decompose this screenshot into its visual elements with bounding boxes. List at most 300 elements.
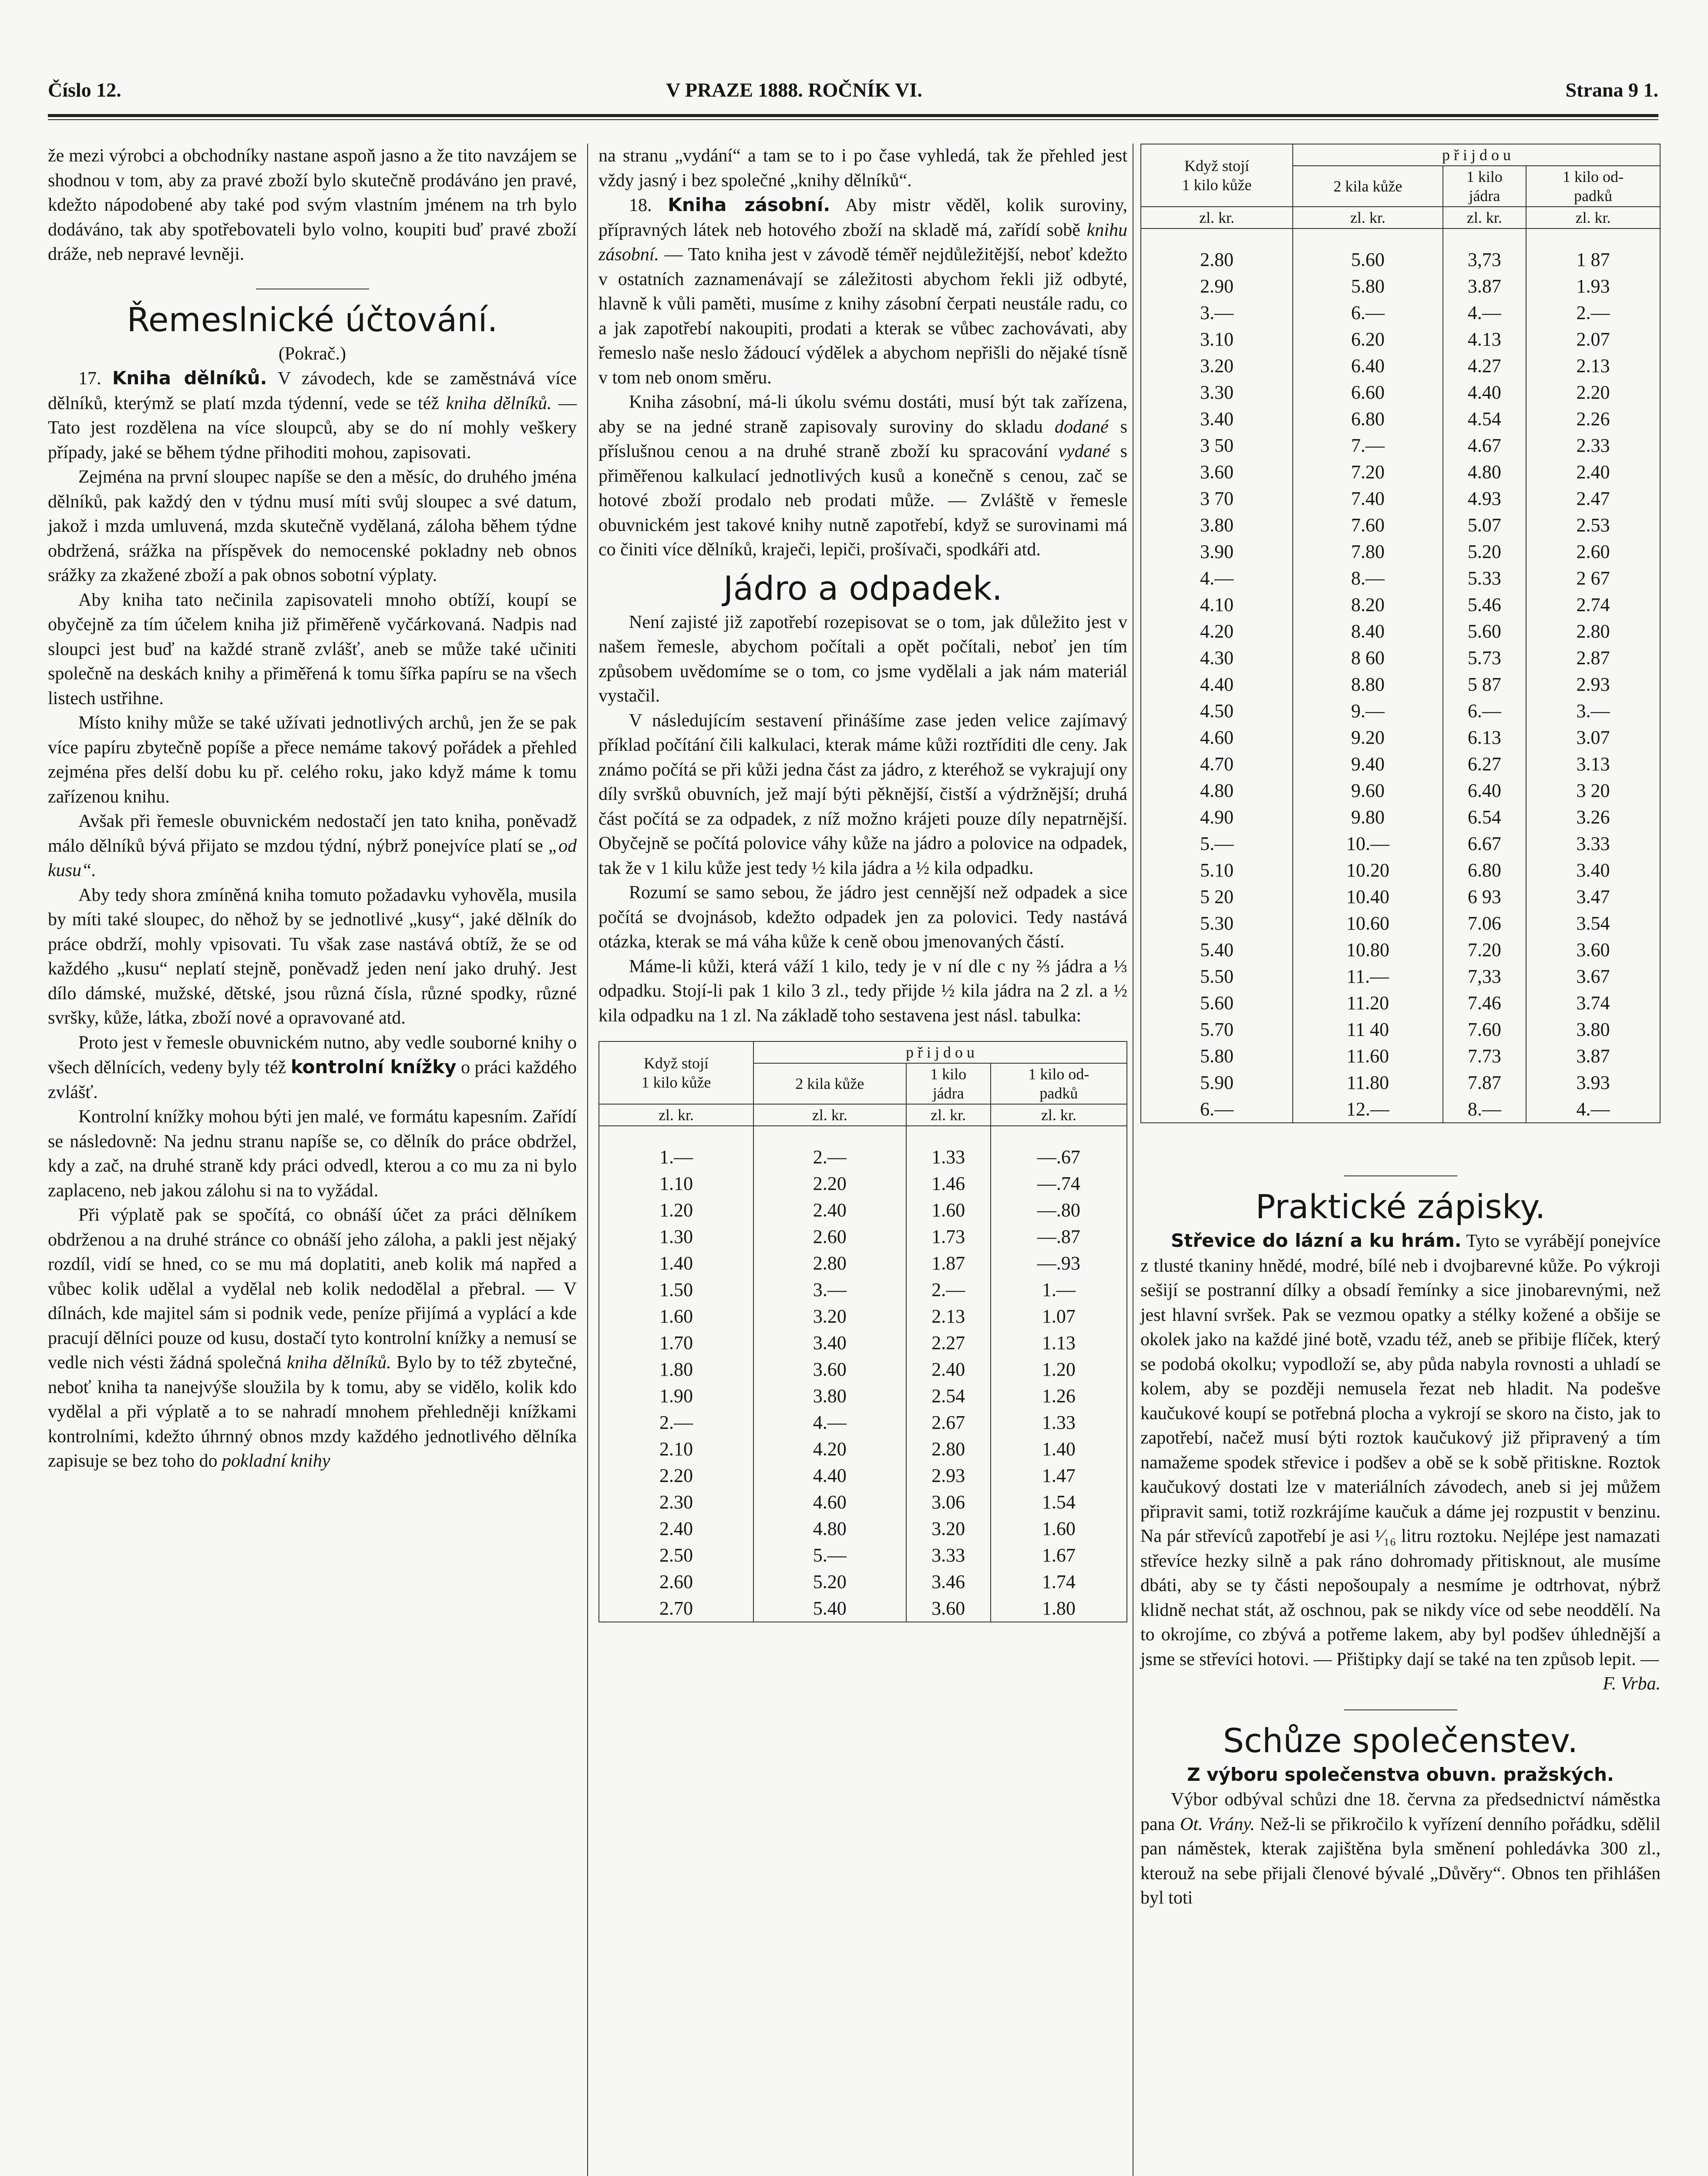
paragraph [48, 1031, 577, 1105]
table-cell: 1.60 [906, 1197, 991, 1223]
table-cell: 7.60 [1293, 512, 1443, 538]
table-row [599, 1330, 1127, 1356]
table-cell: 3.87 [1526, 1043, 1660, 1069]
table-cell: 5.50 [1141, 963, 1293, 990]
table-cell: 3.— [1526, 698, 1660, 724]
table-row [1141, 353, 1660, 379]
column-2 [598, 144, 1127, 1622]
table-cell: 5.07 [1443, 512, 1526, 538]
table-cell: 6.54 [1443, 804, 1526, 830]
table-unit: zl. kr. [991, 1104, 1127, 1126]
paragraph [598, 193, 1127, 390]
table-unit: zl. kr. [1141, 207, 1293, 228]
table-cell: 2.80 [906, 1436, 991, 1462]
table-cell: 3.54 [1526, 910, 1660, 937]
table-row [1141, 804, 1660, 830]
table-cell: 7.— [1293, 432, 1443, 459]
table-cell: 7.60 [1443, 1016, 1526, 1043]
table-cell: 7.20 [1443, 937, 1526, 963]
price-table-2 [1140, 144, 1661, 1123]
table-cell: 2.20 [599, 1462, 753, 1489]
table-cell: 1.13 [991, 1330, 1127, 1356]
table-row [1141, 299, 1660, 326]
table-header: 2 kila kůže [1293, 166, 1443, 207]
table-row [1141, 459, 1660, 485]
table-cell: 6.— [1293, 299, 1443, 326]
table-row [1141, 379, 1660, 406]
header-rule-thin [48, 119, 1658, 120]
table-cell: 2.67 [906, 1409, 991, 1436]
table-row [1141, 830, 1660, 857]
table-cell: 3.10 [1141, 326, 1293, 353]
table-row [1141, 326, 1660, 353]
table-cell: 3.46 [906, 1568, 991, 1595]
emphasis: pokladní knihy [222, 1451, 330, 1471]
table-cell: 3.60 [753, 1356, 906, 1383]
table-cell: 2.40 [906, 1356, 991, 1383]
table-cell: 3.67 [1526, 963, 1660, 990]
table-cell: 6 93 [1443, 883, 1526, 910]
table-row [599, 1170, 1127, 1197]
section-divider [1344, 1175, 1457, 1176]
table-cell: 3,73 [1443, 246, 1526, 273]
table-cell: 9.40 [1293, 751, 1443, 777]
table-cell: 4.— [1443, 299, 1526, 326]
table-cell: 6.80 [1293, 406, 1443, 432]
paragraph [48, 366, 577, 465]
table-cell: 3.20 [753, 1303, 906, 1330]
table-cell: 2.50 [599, 1542, 753, 1568]
section-subheading: Z výboru společenstva obuvn. pražských. [1187, 1763, 1614, 1785]
table-header: 1 kilo od- padků [1526, 166, 1660, 207]
item-title: Kniha dělníků. [112, 367, 267, 389]
page-header [48, 78, 1658, 113]
table-cell: 1.54 [991, 1489, 1127, 1515]
table-cell: 5.70 [1141, 1016, 1293, 1043]
table-row [1141, 565, 1660, 591]
table-cell: 10.40 [1293, 883, 1443, 910]
table-cell: 10.60 [1293, 910, 1443, 937]
header-rule [48, 114, 1658, 117]
table-cell: 5.33 [1443, 565, 1526, 591]
table-header-group: p ř i j d o u [1293, 144, 1660, 166]
table-cell: 2.40 [1526, 459, 1660, 485]
table-cell: 1.74 [991, 1568, 1127, 1595]
table-cell: 2.80 [1526, 618, 1660, 645]
table-cell: 3.33 [1526, 830, 1660, 857]
table-cell: 2.20 [753, 1170, 906, 1197]
table-cell: 6.— [1141, 1096, 1293, 1123]
table-row [1141, 618, 1660, 645]
table-cell: 1.26 [991, 1383, 1127, 1409]
table-cell: 4.60 [1141, 724, 1293, 751]
table-unit: zl. kr. [753, 1104, 906, 1126]
table-cell: 6.80 [1443, 857, 1526, 883]
emphasis: kontrolní knížky [290, 1056, 457, 1078]
table-row [599, 1568, 1127, 1595]
table-cell: 2.20 [1526, 379, 1660, 406]
text: — Tato kniha jest v závodě téměř nejdůležitější, neboť kdežto v ostatních zaznamenávají se záležitosti abychom řekli již odbyté, hlavně k vůli paměti, musíme z knihy zásobní čerpati neustále radu, co a jak zapotřebí nakoupiti, prodati a kterak se vůbec zachovávati, aby řemeslo naše neslo žádoucí výdělek a abychom nepřišli do nějaké tísně v tom neb onom směru. [598, 245, 1128, 388]
table-row [1141, 1069, 1660, 1096]
table-cell: 3.40 [1526, 857, 1660, 883]
table-header: Když stojí 1 kilo kůže [599, 1041, 753, 1104]
table-cell: 3.30 [1141, 379, 1293, 406]
table-cell: 2.80 [753, 1250, 906, 1276]
section-heading: Jádro a odpadek. [723, 568, 1002, 608]
table-row [1141, 937, 1660, 963]
table-cell: 1.30 [599, 1223, 753, 1250]
table-cell: 11.80 [1293, 1069, 1443, 1096]
table-cell: 4.80 [1443, 459, 1526, 485]
table-cell: 3.40 [1141, 406, 1293, 432]
table-cell: 11 40 [1293, 1016, 1443, 1043]
table-cell: 6.27 [1443, 751, 1526, 777]
table-cell: 3.20 [1141, 353, 1293, 379]
table-cell: 9.— [1293, 698, 1443, 724]
table-cell: 6.13 [1443, 724, 1526, 751]
table-cell: 3.80 [753, 1383, 906, 1409]
table-cell: 4.— [1526, 1096, 1660, 1123]
paragraph: Aby kniha tato nečinila zapisovateli mnoho obtíží, koupí se obyčejně za tím účelem kniha již přiměřeně vyčárkovaná. Nadpis nad sloupci jest buď na každé straně zvlášť, aneb se může také učiniti společně na deskách knihy a přiměřená k tomu šířka papíru se na všech listech ustřihne. [48, 590, 577, 709]
table-cell: 3.60 [1526, 937, 1660, 963]
table-cell: 3.60 [1141, 459, 1293, 485]
table-cell: 7.80 [1293, 538, 1443, 565]
table-cell: 3.06 [906, 1489, 991, 1515]
table-cell: 5.40 [1141, 937, 1293, 963]
table-cell: 1.60 [991, 1515, 1127, 1542]
table-cell: 3.20 [906, 1515, 991, 1542]
table-cell: 2.40 [753, 1197, 906, 1223]
table-cell: 1.47 [991, 1462, 1127, 1489]
table-cell: 2.— [753, 1144, 906, 1170]
paragraph: Máme-li kůži, která váží 1 kilo, tedy je v ní dle c ny ⅔ jádra a ⅓ odpadku. Stojí-li pak 1 kilo 3 zl., tedy přijde ½ kila jádra na 2 zl. a ½ kila odpadku na 1 zl. Na základě toho sestavena jest násl. tabulka: [598, 956, 1127, 1026]
table-cell: 1.20 [991, 1356, 1127, 1383]
table-cell: 4.40 [1141, 671, 1293, 698]
table-cell: —.87 [991, 1223, 1127, 1250]
table-cell: 2.60 [599, 1568, 753, 1595]
table-cell: 2.10 [599, 1436, 753, 1462]
table-cell: 1.— [991, 1276, 1127, 1303]
table-cell: 8.20 [1293, 591, 1443, 618]
price-table-1 [598, 1041, 1127, 1622]
table-header-group: p ř i j d o u [753, 1041, 1127, 1063]
table-cell: 2.— [1526, 299, 1660, 326]
table-row [1141, 883, 1660, 910]
section-heading: Praktické zápisky. [1255, 1187, 1546, 1226]
table-row [599, 1595, 1127, 1622]
table-row [599, 1409, 1127, 1436]
table-cell: 2.53 [1526, 512, 1660, 538]
table-cell: 3.80 [1526, 1016, 1660, 1043]
table-cell: 2.74 [1526, 591, 1660, 618]
text: V závodech, kde se zaměstnává více dělníků, kterýmž se platí mzda týdenní, vede se též [48, 369, 577, 413]
table-cell: 4.90 [1141, 804, 1293, 830]
table-cell: 3 50 [1141, 432, 1293, 459]
emphasis: kniha dělníků. [446, 393, 552, 413]
item-title: Kniha zásobní. [668, 194, 830, 215]
table-cell: 5.60 [1293, 246, 1443, 273]
table-cell: 3.33 [906, 1542, 991, 1568]
table-cell: 2.26 [1526, 406, 1660, 432]
table-cell: 7,33 [1443, 963, 1526, 990]
paragraph: Rozumí se samo sebou, že jádro jest cennější než odpadek a sice počítá se dvojnásob, kdežto odpadek jen za polovici. Tedy nastává otázka, kterak se má váha kůže k ceně obou jmenovaných částí. [598, 883, 1127, 952]
table-row [1141, 910, 1660, 937]
table-cell: 1.90 [599, 1383, 753, 1409]
table-cell: 2.90 [1141, 273, 1293, 299]
table-cell: 6.20 [1293, 326, 1443, 353]
table-cell: 7.73 [1443, 1043, 1526, 1069]
table-cell: 4.50 [1141, 698, 1293, 724]
table-row [599, 1515, 1127, 1542]
paragraph: že mezi výrobci a obchodníky nastane aspoň jasno a že tito navzájem se shodnou v tom, aby za pravé zboží bylo skutečně prodáváno jen pravé, kdežto nápodobené aby také pod svým vlastním jménem na trh bylo dodáváno, tak aby spotřebovateli bylo volno, koupiti buď pravé zboží dráže, neb nepravé levněji. [48, 146, 577, 264]
table-cell: 6.40 [1293, 353, 1443, 379]
page-number: Strana 9 1. [1565, 79, 1658, 101]
table-cell: 2.80 [1141, 246, 1293, 273]
table-cell: 5.80 [1141, 1043, 1293, 1069]
table-cell: 6.67 [1443, 830, 1526, 857]
table-row [1141, 1016, 1660, 1043]
table-cell: 1.10 [599, 1170, 753, 1197]
table-row [1141, 724, 1660, 751]
table-row [1141, 990, 1660, 1016]
table-cell: 2 67 [1526, 565, 1660, 591]
table-unit: zl. kr. [599, 1104, 753, 1126]
table-cell: 3.80 [1141, 512, 1293, 538]
table-cell: 2.70 [599, 1595, 753, 1622]
paragraph: Zejména na první sloupec napíše se den a měsíc, do druhého jména dělníků, pak každý den v týdnu musí míti svůj sloupec a své datum, jakož i mzda umluvená, mzda skutečně vydělaná, záloha během týdne obdržená, srážka na příspěvek do nemocenské pokladny neb obnos srážky za zkažené zboží a pak obnos sobotní výplaty. [48, 467, 577, 585]
table-cell: 2.60 [1526, 538, 1660, 565]
table-row [1141, 246, 1660, 273]
text: Než-li se přikročilo k vyřízení denního pořádku, sdělil pan náměstek, kterak zajištěna byla směnení pohledávka 300 zl., kterouž na sebe přijali členové bývalé „Důvěry“. Obnos ten přihlášen byl toti [1140, 1814, 1661, 1908]
text: s přiměřenou kalkulací jednotlivých kusů a konečně s cenou, zač se hotové zboží prodalo neb prodati může. — Zvláště v řemesle obuvnickém jest takové knihy nutně zapotřebí, když se surovinami má co činiti více dělníků, kraječi, lepiči, prošívači, spodkáři atd. [598, 441, 1128, 560]
column-1 [48, 144, 577, 1474]
table-row [1141, 751, 1660, 777]
table-row [1141, 1096, 1660, 1123]
table-cell: 9.20 [1293, 724, 1443, 751]
paragraph [1140, 1229, 1661, 1694]
table-cell: 1.20 [599, 1197, 753, 1223]
emphasis: vydané [1058, 441, 1110, 461]
table-cell: 2.30 [599, 1489, 753, 1515]
table-cell: 10.20 [1293, 857, 1443, 883]
table-cell: 8.— [1293, 565, 1443, 591]
table-row [1141, 432, 1660, 459]
table-cell: 2.93 [906, 1462, 991, 1489]
table-cell: 3.87 [1443, 273, 1526, 299]
table-cell: 1.73 [906, 1223, 991, 1250]
table-cell: 2.40 [599, 1515, 753, 1542]
table-cell: 4.— [753, 1409, 906, 1436]
table-row [1141, 406, 1660, 432]
table-cell: 1.60 [599, 1303, 753, 1330]
table-cell: 5.80 [1293, 273, 1443, 299]
emphasis: dodané [1054, 416, 1109, 437]
paragraph [48, 809, 577, 883]
table-cell: 4.20 [753, 1436, 906, 1462]
table-cell: 11.— [1293, 963, 1443, 990]
column-divider [587, 144, 588, 2176]
emphasis: knihu zásobní. [598, 220, 1128, 265]
table-cell: 4.93 [1443, 485, 1526, 512]
table-header: 1 kilo jádra [906, 1063, 991, 1104]
text: o práci každého zvlášť. [48, 1058, 577, 1102]
table-cell: 4.70 [1141, 751, 1293, 777]
text: Proto jest v řemesle obuvnickém nutno, aby vedle souborné knihy o všech dělnících, vedeny byly též [48, 1032, 577, 1078]
table-cell: 3.40 [753, 1330, 906, 1356]
table-header: 2 kila kůže [753, 1063, 906, 1104]
table-cell: 3.26 [1526, 804, 1660, 830]
table-row [599, 1462, 1127, 1489]
text: Aby mistr věděl, kolik suroviny, přípravných látek neb hotového zboží na skladě má, zařídí sobě [598, 195, 1128, 240]
table-cell: 7.87 [1443, 1069, 1526, 1096]
table-cell: 1.80 [599, 1356, 753, 1383]
table-row [1141, 671, 1660, 698]
table-row [1141, 538, 1660, 565]
table-row [1141, 645, 1660, 671]
table-row [1141, 857, 1660, 883]
section-divider [1344, 1709, 1457, 1710]
text: s příslušnou cenou a na druhé straně zboží ku spracování [598, 416, 1128, 461]
table-row [599, 1144, 1127, 1170]
table-cell: 3.47 [1526, 883, 1660, 910]
table-cell: 1.87 [906, 1250, 991, 1276]
table-cell: 5.40 [753, 1595, 906, 1622]
table-row [599, 1276, 1127, 1303]
item-title: Střevice do lázní a ku hrám. [1171, 1230, 1462, 1251]
issue-place-year: V PRAZE 1888. ROČNÍK VI. [666, 79, 922, 101]
paragraph: na stranu „vydání“ a tam se to i po čase vyhledá, tak že přehled jest vždy jasný i bez společné „knihy dělníků“. [598, 146, 1127, 191]
table-cell: 11.60 [1293, 1043, 1443, 1069]
table-row [1141, 273, 1660, 299]
emphasis: Ot. Vrány. [1180, 1814, 1255, 1834]
issue-number: Číslo 12. [48, 79, 121, 101]
table-cell: 1.93 [1526, 273, 1660, 299]
table-cell: 1.33 [906, 1144, 991, 1170]
table-cell: 3.93 [1526, 1069, 1660, 1096]
table-cell: 10.80 [1293, 937, 1443, 963]
section-subheading: (Pokrač.) [278, 343, 346, 364]
table-cell: 4.10 [1141, 591, 1293, 618]
table-cell: 3.13 [1526, 751, 1660, 777]
table-header: Když stojí 1 kilo kůže [1141, 144, 1293, 207]
table-cell: 11.20 [1293, 990, 1443, 1016]
paragraph: V následujícím sestavení přinášíme zase jeden velice zajímavý příklad počítání čili kalkulaci, kterak máme kůži roztříditi dle ceny. Jak známo počítá se při kůži jedna část za jádro, z kteréhož se vykrajují ony díly svršků obuvních, jež mají býti pěknější, čistší a výdržnější; druhá část počítá se za odpadek, z níž možno krájeti pouze díly nepatrnější. Obyčejně se počítá polovice váhy kůže na jádro a polovice na odpadek, tak že v 1 kilu kůže jest tedy ½ kila jádra a ½ kila odpadku. [598, 710, 1127, 878]
table-header: 1 kilo jádra [1443, 166, 1526, 207]
table-cell: 7.40 [1293, 485, 1443, 512]
emphasis: „od kusu“. [48, 836, 577, 880]
table-cell: 5 20 [1141, 883, 1293, 910]
table-cell: 2.07 [1526, 326, 1660, 353]
table-cell: 2.13 [1526, 353, 1660, 379]
table-row [1141, 698, 1660, 724]
table-cell: 10.— [1293, 830, 1443, 857]
table-row [599, 1542, 1127, 1568]
table-row [599, 1383, 1127, 1409]
table-cell: 4.80 [753, 1515, 906, 1542]
table-row [1141, 963, 1660, 990]
table-unit: zl. kr. [1293, 207, 1443, 228]
table-cell: 2.47 [1526, 485, 1660, 512]
table-cell: 8.— [1443, 1096, 1526, 1123]
table-cell: 5.60 [1443, 618, 1526, 645]
table-cell: 2.87 [1526, 645, 1660, 671]
text: Bylo by to též zbytečné, neboť kniha ta nanejvýše sloužila by k tomu, aby se vidělo, kolik kdo vydělal a při výplatě a to se nahradí mnohem přehledněji knížkami kontrolními, kdežto úhrnný obnos mzdy každého jednotlivého dělníka zapisuje se bez toho do [48, 1353, 577, 1471]
table-cell: 5.20 [1443, 538, 1526, 565]
table-cell: 5.30 [1141, 910, 1293, 937]
paragraph: Místo knihy může se také užívati jednotlivých archů, jen že se pak více papíru zbytečně popíše a přece nemáme takový pořádek a přehled zejména přes delší dobu ku př. celého roku, jako když máme k tomu zařízenou knihu. [48, 713, 577, 807]
table-cell: 5.60 [1141, 990, 1293, 1016]
paragraph [598, 390, 1127, 562]
table-cell: 1.80 [991, 1595, 1127, 1622]
table-unit: zl. kr. [1443, 207, 1526, 228]
table-cell: —.80 [991, 1197, 1127, 1223]
table-cell: 2.13 [906, 1303, 991, 1330]
table-cell: 5.10 [1141, 857, 1293, 883]
table-row [599, 1223, 1127, 1250]
table-cell: 1.70 [599, 1330, 753, 1356]
table-cell: 2.54 [906, 1383, 991, 1409]
table-row [599, 1489, 1127, 1515]
paragraph [1140, 1787, 1661, 1911]
table-cell: 8.80 [1293, 671, 1443, 698]
table-row [1141, 777, 1660, 804]
table-cell: 4.13 [1443, 326, 1526, 353]
table-cell: 8 60 [1293, 645, 1443, 671]
table-row [1141, 1043, 1660, 1069]
table-cell: 3.— [1141, 299, 1293, 326]
table-cell: 3.— [753, 1276, 906, 1303]
table-cell: 4.54 [1443, 406, 1526, 432]
column-3 [1140, 144, 1661, 1911]
table-row [599, 1303, 1127, 1330]
table-cell: —.67 [991, 1144, 1127, 1170]
table-cell: 2.33 [1526, 432, 1660, 459]
table-cell: 4.67 [1443, 432, 1526, 459]
table-cell: 7.46 [1443, 990, 1526, 1016]
table-cell: 3.07 [1526, 724, 1660, 751]
text: Při výplatě pak se spočítá, co obnáší účet za práci dělníkem obdrženou a na druhé stránce co obnáší jeho záloha, a pakli jest nějaký rozdíl, vidí se hned, co se mu má doplatiti, aneb kolik má napřed a vůbec kolik udělal a vydělal neb kolik nedodělal a přebral. — V dílnách, kde majitel sám si podnik vede, peníze přijímá a vyplácí a kde pracují dělníci pouze od kusu, dostačí tyto kontrolní knížky a nemusí se vedle nich vésti žádná společná [48, 1205, 577, 1373]
table-cell: 9.80 [1293, 804, 1443, 830]
table-cell: 5.20 [753, 1568, 906, 1595]
table-cell: 1.33 [991, 1409, 1127, 1436]
text: — Tato jest rozdělena na více sloupců, aby se do ní mohly veškery případy, jaké se během týdne přihoditi mohou, zapisovati. [48, 393, 577, 463]
table-cell: 1.07 [991, 1303, 1127, 1330]
table-row [599, 1356, 1127, 1383]
table-cell: 1.40 [991, 1436, 1127, 1462]
table-unit: zl. kr. [1526, 207, 1660, 228]
table-cell: 4.20 [1141, 618, 1293, 645]
table-row [1141, 485, 1660, 512]
text: Kniha zásobní, má-li úkolu svému dostáti, musí být tak zařízena, aby se na jedné straně zapisovaly suroviny do skladu [598, 392, 1127, 437]
table-cell: 5.73 [1443, 645, 1526, 671]
table-cell: 3.74 [1526, 990, 1660, 1016]
table-row [1141, 591, 1660, 618]
table-cell: 1.— [599, 1144, 753, 1170]
section-heading: Schůze společenstev. [1223, 1721, 1578, 1760]
table-cell: 2.— [906, 1276, 991, 1303]
table-header: 1 kilo od- padků [991, 1063, 1127, 1104]
table-cell: 1.50 [599, 1276, 753, 1303]
table-row [599, 1436, 1127, 1462]
table-cell: 4.80 [1141, 777, 1293, 804]
table-cell: 5 87 [1443, 671, 1526, 698]
table-cell: 9.60 [1293, 777, 1443, 804]
text: Výbor odbýval schůzi dne 18. června za předsednictví náměstka pana [1140, 1790, 1661, 1834]
table-cell: 4.60 [753, 1489, 906, 1515]
paragraph [48, 1203, 577, 1474]
table-cell: 1.40 [599, 1250, 753, 1276]
table-cell: 3.60 [906, 1595, 991, 1622]
